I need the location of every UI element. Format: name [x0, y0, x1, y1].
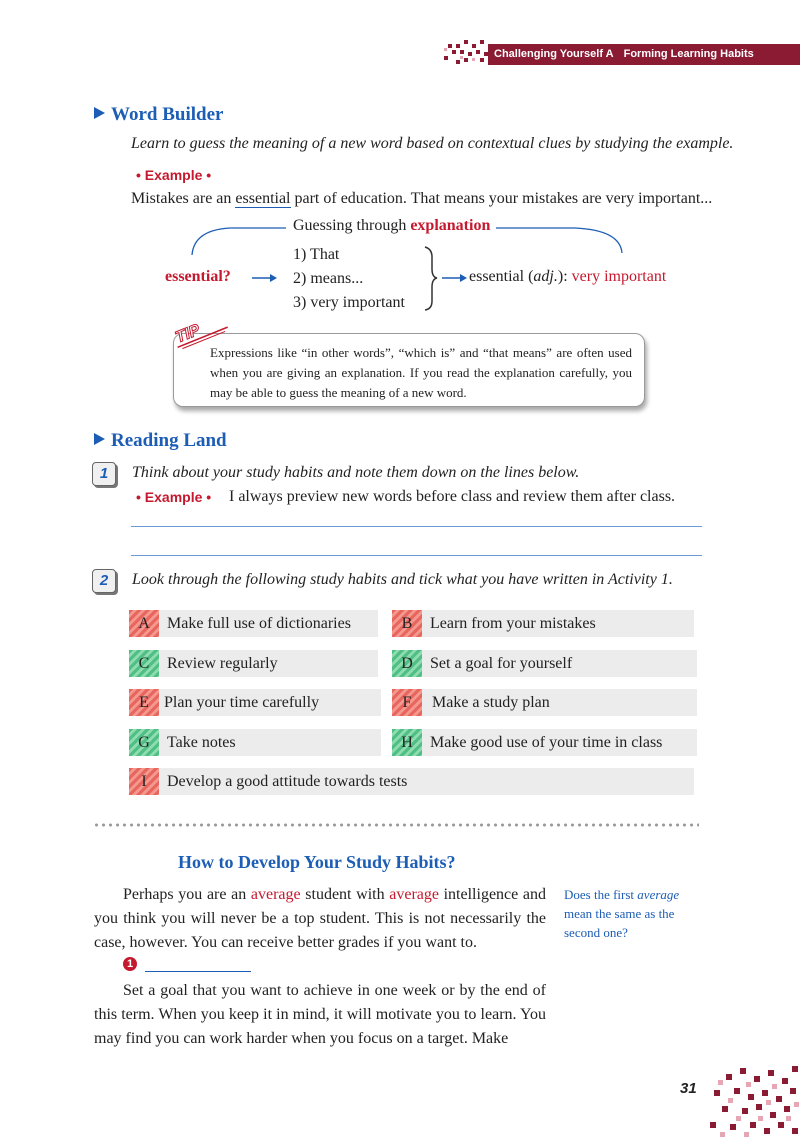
- option-label: Take notes: [167, 733, 236, 751]
- header-band: [488, 44, 800, 65]
- option-f[interactable]: [392, 689, 697, 716]
- option-label: Make a study plan: [432, 693, 550, 711]
- option-label: Make good use of your time in class: [430, 733, 663, 751]
- option-letter: D: [392, 650, 422, 677]
- option-e[interactable]: [129, 689, 381, 716]
- option-letter: E: [129, 689, 159, 716]
- side-question: Does the first average mean the same as the second one?: [564, 887, 680, 940]
- activity-1-example-text: I always preview new words before class and review them after class.: [229, 488, 676, 505]
- option-letter: F: [392, 689, 422, 716]
- article-paragraph-1: Perhaps you are an average student with average intelligence and you think you will never be a top student. This is not necessarily the case, however. You can receive better grades if you want to.: [94, 886, 546, 951]
- keyword-underlined: essential: [235, 190, 291, 207]
- activity-2-instruction: Look through the following study habits and tick what you have written in Activity 1.: [132, 571, 673, 588]
- option-letter: H: [392, 729, 422, 756]
- option-letter: C: [129, 650, 159, 677]
- tip-text: Expressions like “in other words”, “which is” and “that means” are often used when you are giving an explanation. If you read the explanation carefully, you may be able to guess the meaning of a new word.: [210, 345, 632, 400]
- option-g[interactable]: [129, 729, 381, 756]
- activity-2-number: 2: [92, 569, 116, 593]
- answer-line-2[interactable]: [131, 555, 702, 556]
- option-label: Set a goal for yourself: [430, 654, 573, 672]
- option-c[interactable]: [129, 650, 378, 677]
- option-label: Develop a good attitude towards tests: [167, 772, 408, 790]
- option-label: Learn from your mistakes: [430, 614, 596, 632]
- word-query: essential?: [165, 268, 231, 285]
- option-h[interactable]: [392, 729, 697, 756]
- option-d[interactable]: [392, 650, 697, 677]
- option-label: Review regularly: [167, 654, 278, 672]
- reading-land-title: Reading Land: [94, 430, 227, 452]
- option-letter: I: [129, 768, 159, 795]
- word-builder-instruction: Learn to guess the meaning of a new word based on contextual clues by studying the example.: [131, 135, 734, 152]
- option-a[interactable]: [129, 610, 378, 637]
- page-number: 31: [680, 1080, 697, 1097]
- triangle-icon: [94, 107, 105, 119]
- activity-1-example-label: • Example •: [136, 489, 212, 505]
- header-topic: Forming Learning Habits: [623, 48, 754, 60]
- step-1: 1) That: [293, 246, 340, 263]
- example-sentence: Mistakes are an essential part of education. That means your mistakes are very important...: [131, 190, 713, 207]
- step-3: 3) very important: [293, 294, 405, 311]
- step-2: 2) means...: [293, 270, 364, 287]
- answer-line-1[interactable]: [131, 526, 702, 527]
- activity-1-number: 1: [92, 462, 116, 486]
- option-i[interactable]: [129, 768, 694, 795]
- example-label: • Example •: [136, 167, 212, 183]
- triangle-icon: [94, 433, 105, 445]
- word-builder-title: Word Builder: [94, 104, 223, 126]
- header-unit: Challenging Yourself A: [494, 48, 614, 60]
- article-title: How to Develop Your Study Habits?: [178, 852, 456, 872]
- header-pixel-decoration: [444, 40, 490, 66]
- option-label: Make full use of dictionaries: [167, 614, 351, 632]
- activity-1-instruction: Think about your study habits and note them down on the lines below.: [132, 464, 580, 481]
- option-letter: G: [129, 729, 159, 756]
- option-b[interactable]: [392, 610, 694, 637]
- heading-blank-line[interactable]: [145, 971, 251, 972]
- article-paragraph-2: Set a goal that you want to achieve in one week or by the end of this term. When you keep it in mind, it will motivate you to learn. You may find you can work harder when you focus on a target. Make: [94, 982, 546, 1047]
- option-label: Plan your time carefully: [164, 693, 320, 711]
- result-definition: essential (adj.): very important: [469, 268, 667, 285]
- blank-marker-icon: 1: [123, 957, 137, 971]
- footer-pixel-decoration: [706, 1066, 800, 1138]
- tip-badge-label: TIP: [173, 321, 203, 347]
- option-letter: A: [129, 610, 159, 637]
- guess-heading: Guessing through explanation: [293, 217, 491, 234]
- dotted-divider: [93, 823, 699, 827]
- option-letter: B: [392, 610, 422, 637]
